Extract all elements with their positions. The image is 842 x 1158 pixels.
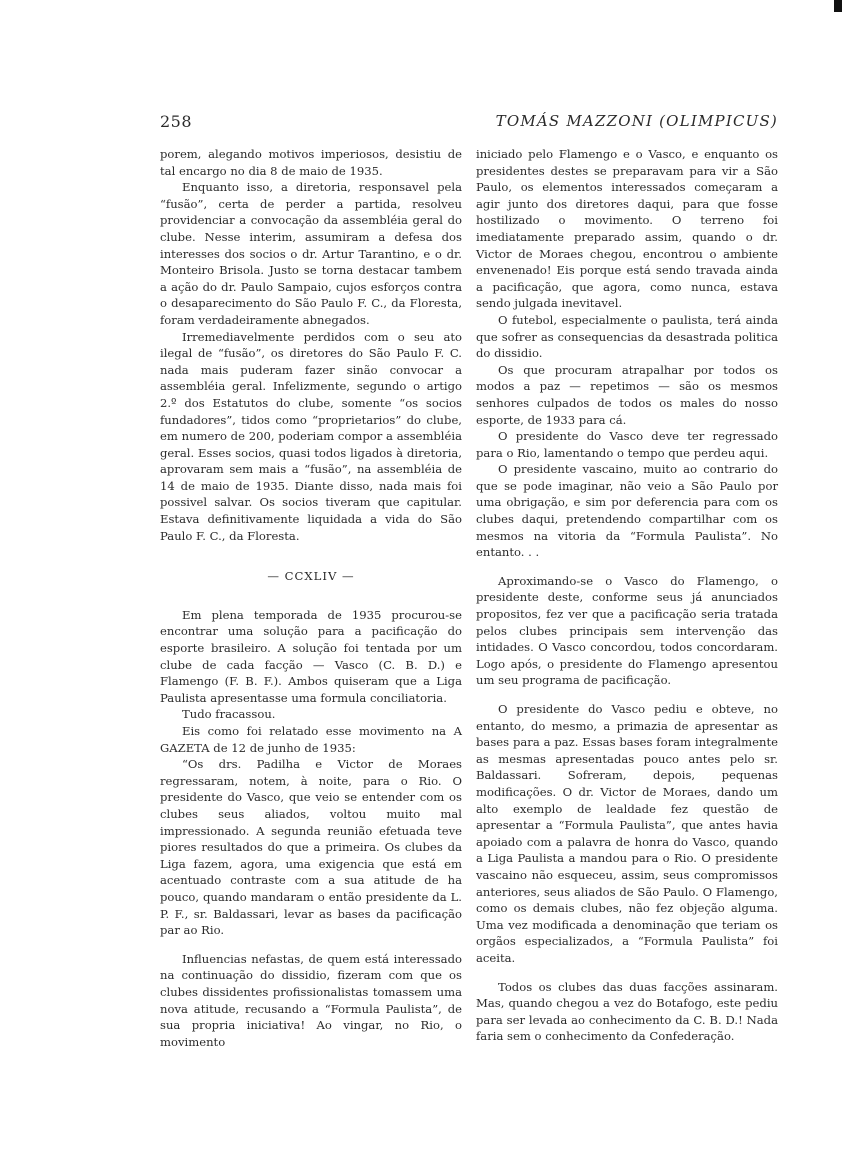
right-column xyxy=(476,146,778,1045)
page-number: 258 xyxy=(160,112,193,131)
paragraph: O presidente vascaino, muito ao contrario do que se pode imaginar, não veio a São Paulo por uma obrigação, e sim por deferencia para com os clubes daqui, pretendendo compartilhar com os mesmos na vitoria da “Formula Paulista”. No entanto. . . xyxy=(476,462,778,560)
quoted-paragraph: “Os drs. Padilha e Victor de Moraes regressaram, notem, à noite, para o Rio. O presidente do Vasco, que veio se entender com os clubes seus aliados, voltou muito mal impressionado. A segunda reunião efetuada teve piores resultados do que a primeira. Os clubes da Liga fazem, agora, uma exigencia que está em acentuado contraste com a sua atitude de ha pouco, quando mandaram o então presidente da L. P. F., sr. Baldassari, levar as bases da pacificação par ao Rio. xyxy=(160,757,462,938)
section-heading: — CCXLIV — xyxy=(267,569,355,584)
paragraph: Tudo fracassou. xyxy=(182,707,276,722)
paragraph: O presidente do Vasco pediu e obteve, no entanto, do mesmo, a primazia de apresentar as bases para a paz. Essas bases foram integralmente as mesmas apresentadas pouco antes pelo sr. Baldassari. Sofreram, depois, pequenas modificações. O dr. Victor de Moraes, dando um alto exemplo de lealdade fez questão de apresentar a “Formula Paulista”, que antes havia apoiado com a palavra de honra do Vasco, quando a Liga Paulista a mandou para o Rio. O presidente vascaino não esqueceu, assim, seus compromissos anteriores, seus aliados de São Paulo. O Flamengo, como os demais clubes, não fez objeção alguma. Uma vez modificada a denominação que teriam os orgãos especializados, a “Formula Paulista” foi aceita. xyxy=(476,702,778,965)
paragraph: Irremediavelmente perdidos com o seu ato ilegal de “fusão”, os diretores do São Paulo F. C. nada mais puderam fazer sinão convocar a assembléia geral. Infelizmente, segundo o artigo 2.º dos Estatutos do clube, somente “os socios fundadores”, tidos como “proprietarios” do clube, em numero de 200, poderiam compor a assembléia geral. Esses socios, quasi todos ligados à diretoria, aprovaram sem mais a “fusão”, na assembléia de 14 de maio de 1935. Diante disso, nada mais foi possivel salvar. Os socios tiveram que capitular. Estava definitivamente liquidada a vida do São Paulo F. C., da Floresta. xyxy=(160,329,462,543)
page-header xyxy=(160,112,778,134)
paragraph: O presidente do Vasco deve ter regressado para o Rio, lamentando o tempo que perdeu aqui. xyxy=(476,429,778,460)
paragraph: Todos os clubes das duas facções assinaram. Mas, quando chegou a vez do Botafogo, este pediu para ser levada ao conhecimento da C. B. D.! Nada faria sem o conhecimento da Confederação. xyxy=(476,979,778,1044)
paragraph: iniciado pelo Flamengo e o Vasco, e enquanto os presidentes destes se preparavam para vir a São Paulo, os elementos interessados começaram a agir junto dos diretores daqui, para que fosse hostilizado o movimento. O terreno foi imediatamente preparado assim, quando o dr. Victor de Moraes chegou, encontrou o ambiente envenenado! Eis porque está sendo travada ainda a pacificação, que agora, como nunca, estava sendo julgada inevitavel. xyxy=(476,147,778,311)
paragraph: Aproximando-se o Vasco do Flamengo, o presidente deste, conforme seus já anunciados propositos, fez ver que a pacificação seria tratada pelos clubes principais sem intervenção das intidades. O Vasco concordou, todos concordaram. Logo após, o presidente do Flamengo apresentou um seu programa de pacificação. xyxy=(476,573,778,688)
paragraph: O futebol, especialmente o paulista, terá ainda que sofrer as consequencias da desastrada politica do dissidio. xyxy=(476,312,778,361)
paragraph: Eis como foi relatado esse movimento na A GAZETA de 12 de junho de 1935: xyxy=(160,724,462,755)
running-title: TOMÁS MAZZONI (OLIMPICUS) xyxy=(495,112,778,130)
left-column xyxy=(160,146,462,1050)
paragraph: Enquanto isso, a diretoria, responsavel pela “fusão”, certa de perder a partida, resolveu providenciar a convocação da assembléia geral do clube. Nesse interim, assumiram a defesa dos interesses dos socios o dr. Artur Tarantino, e o dr. Monteiro Brisola. Justo se torna destacar tambem a ação do dr. Paulo Sampaio, cujos esforços contra o desaparecimento do São Paulo F. C., da Floresta, foram verdadeiramente abnegados. xyxy=(160,180,462,327)
paragraph: Influencias nefastas, de quem está interessado na continuação do dissidio, fizeram com que os clubes dissidentes profissionalistas tomassem uma nova atitude, recusando a “Formula Paulista”, de sua propria iniciativa! Ao vingar, no Rio, o movimento xyxy=(160,951,462,1049)
paragraph: Os que procuram atrapalhar por todos os modos a paz — repetimos — são os mesmos senhores culpados de todos os males do nosso esporte, de 1933 para cá. xyxy=(476,362,778,427)
paragraph: Em plena temporada de 1935 procurou-se encontrar uma solução para a pacificação do esporte brasileiro. A solução foi tentada por um clube de cada facção — Vasco (C. B. D.) e Flamengo (F. B. F.). Ambos quiseram que a Liga Paulista apresentasse uma formula conciliatoria. xyxy=(160,607,462,705)
scan-corner-mark xyxy=(834,0,842,12)
paragraph: porem, alegando motivos imperiosos, desistiu de tal encargo no dia 8 de maio de 1935. xyxy=(160,147,462,178)
